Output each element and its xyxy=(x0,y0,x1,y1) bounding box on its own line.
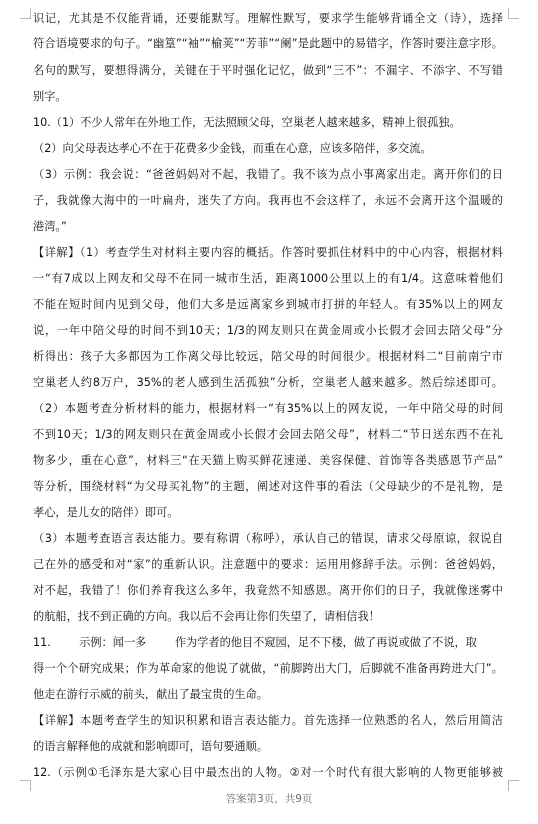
text-line: 【详解】（1）考查学生对材料主要内容的概括。作答时要抓住材料中的中心内容，根据材料 xyxy=(33,246,503,259)
text-line: 不能在短时间内见到父母，他们大多是远离家乡到城市打拼的年轻人。有35%以上的网友 xyxy=(33,298,503,311)
text-line: （2）向父母表达孝心不在于花费多少金钱，而重在心意，应该多陪伴，多交流。 xyxy=(33,142,432,155)
text-line: （3）示例：我会说：“爸爸妈妈对不起，我错了。我不该为点小事离家出走。离开你们的日 xyxy=(33,168,503,181)
text-line: 的语言解释他的成就和影响即可，语句要通顺。 xyxy=(33,740,268,753)
text-line: 一“有7成以上网友和父母不在同一城市生活，距离1000公里以上的有1/4。这意味着他们 xyxy=(33,272,503,285)
text-line: 港湾。” xyxy=(33,220,67,233)
text-line: 识记，尤其是不仅能背诵，还要能默写。理解性默写，要求学生能够背诵全文（诗），选择 xyxy=(33,12,503,25)
text-line: 的航船，找不到正确的方向。我以后不会再让你们失望了，请相信我！ xyxy=(33,610,380,623)
text-line: 别字。 xyxy=(33,90,67,103)
text-line: 对不起，我错了！你们养育我这么多年，我竟然不知感恩。离开你们的日子，我就像迷雾中 xyxy=(33,584,503,597)
text-line: 【详解】本题考查学生的知识积累和语言表达能力。首先选择一位熟悉的名人，然后用简洁 xyxy=(33,714,503,727)
text-line: 不到10天；1/3的网友则只在黄金周或小长假才会回去陪父母”，材料二“节日送东西不在礼 xyxy=(33,428,503,441)
text-line: （2）本题考查分析材料的能力，根据材料一“有35%以上的网友说，一年中陪父母的时间 xyxy=(33,402,503,415)
text-line: 等分析，围绕材料“为父母买礼物”的主题，阐述对这件事的看法（父母缺少的不是礼物，是 xyxy=(33,480,503,493)
text-line: 10.（1）不少人常年在外地工作，无法照顾父母，空巢老人越来越多，精神上很孤独。 xyxy=(33,116,461,129)
text-line: （3）本题考查语言表达能力。要有称谓（称呼），承认自己的错误，请求父母原谅，叙说自 xyxy=(33,532,503,545)
text-line: 子，我就像大海中的一叶扁舟，迷失了方向。我再也不会这样了，永远不会离开这个温暖的 xyxy=(33,194,503,207)
text-line: 他走在游行示威的前头，献出了最宝贵的生命。 xyxy=(33,688,268,701)
text-line: 己在外的感受和对“家”的重新认识。注意题中的要求：运用用修辞手法。示例：爸爸妈妈， xyxy=(33,558,503,571)
text-line: 孝心，是儿女的陪伴）即可。 xyxy=(33,506,179,519)
text-line: 符合语境要求的句子。“幽篁”“袖”“榆荚”“芳菲”“阑”是此题中的易错字，作答时要注意字形。 xyxy=(33,37,503,50)
page-footer: 答案第3页，共9页 xyxy=(225,793,313,805)
text-line: 空巢老人约8万户，35%的老人感到生活孤独”分析，空巢老人越来越多。然后综述即可。 xyxy=(33,376,503,389)
text-line: 得一个个研究成果；作为革命家的他说了就做，“前脚跨出大门，后脚就不准备再跨进大门”。 xyxy=(33,662,503,675)
text-line: 12.（示例①毛泽东是大家心目中最杰出的人物。②对一个时代有很大影响的人物更能够被 xyxy=(33,766,503,779)
text-line: 说，一年中陪父母的时间不到10天；1/3的网友则只在黄金周或小长假才会回去陪父母”分 xyxy=(33,324,503,337)
text-line: 名句的默写，要想得满分，关键在于平时强化记忆，做到“三不”：不漏字、不添字、不写错 xyxy=(33,64,503,77)
text-line: 物多少，重在心意”，材料三“在天猫上购买鲜花速递、美容保健、首饰等各类感恩节产品” xyxy=(33,454,503,467)
text-line: 析得出：孩子大多都因为工作离父母比较远，陪父母的时间很少。根据材料二“目前南宁市 xyxy=(33,350,503,363)
text-line: 11. 示例：闻一多 作为学者的他目不窥园，足不下楼，做了再说或做了不说，取 xyxy=(33,636,477,649)
crop-mark-top-right xyxy=(508,8,519,19)
crop-mark-top-left xyxy=(20,8,31,19)
